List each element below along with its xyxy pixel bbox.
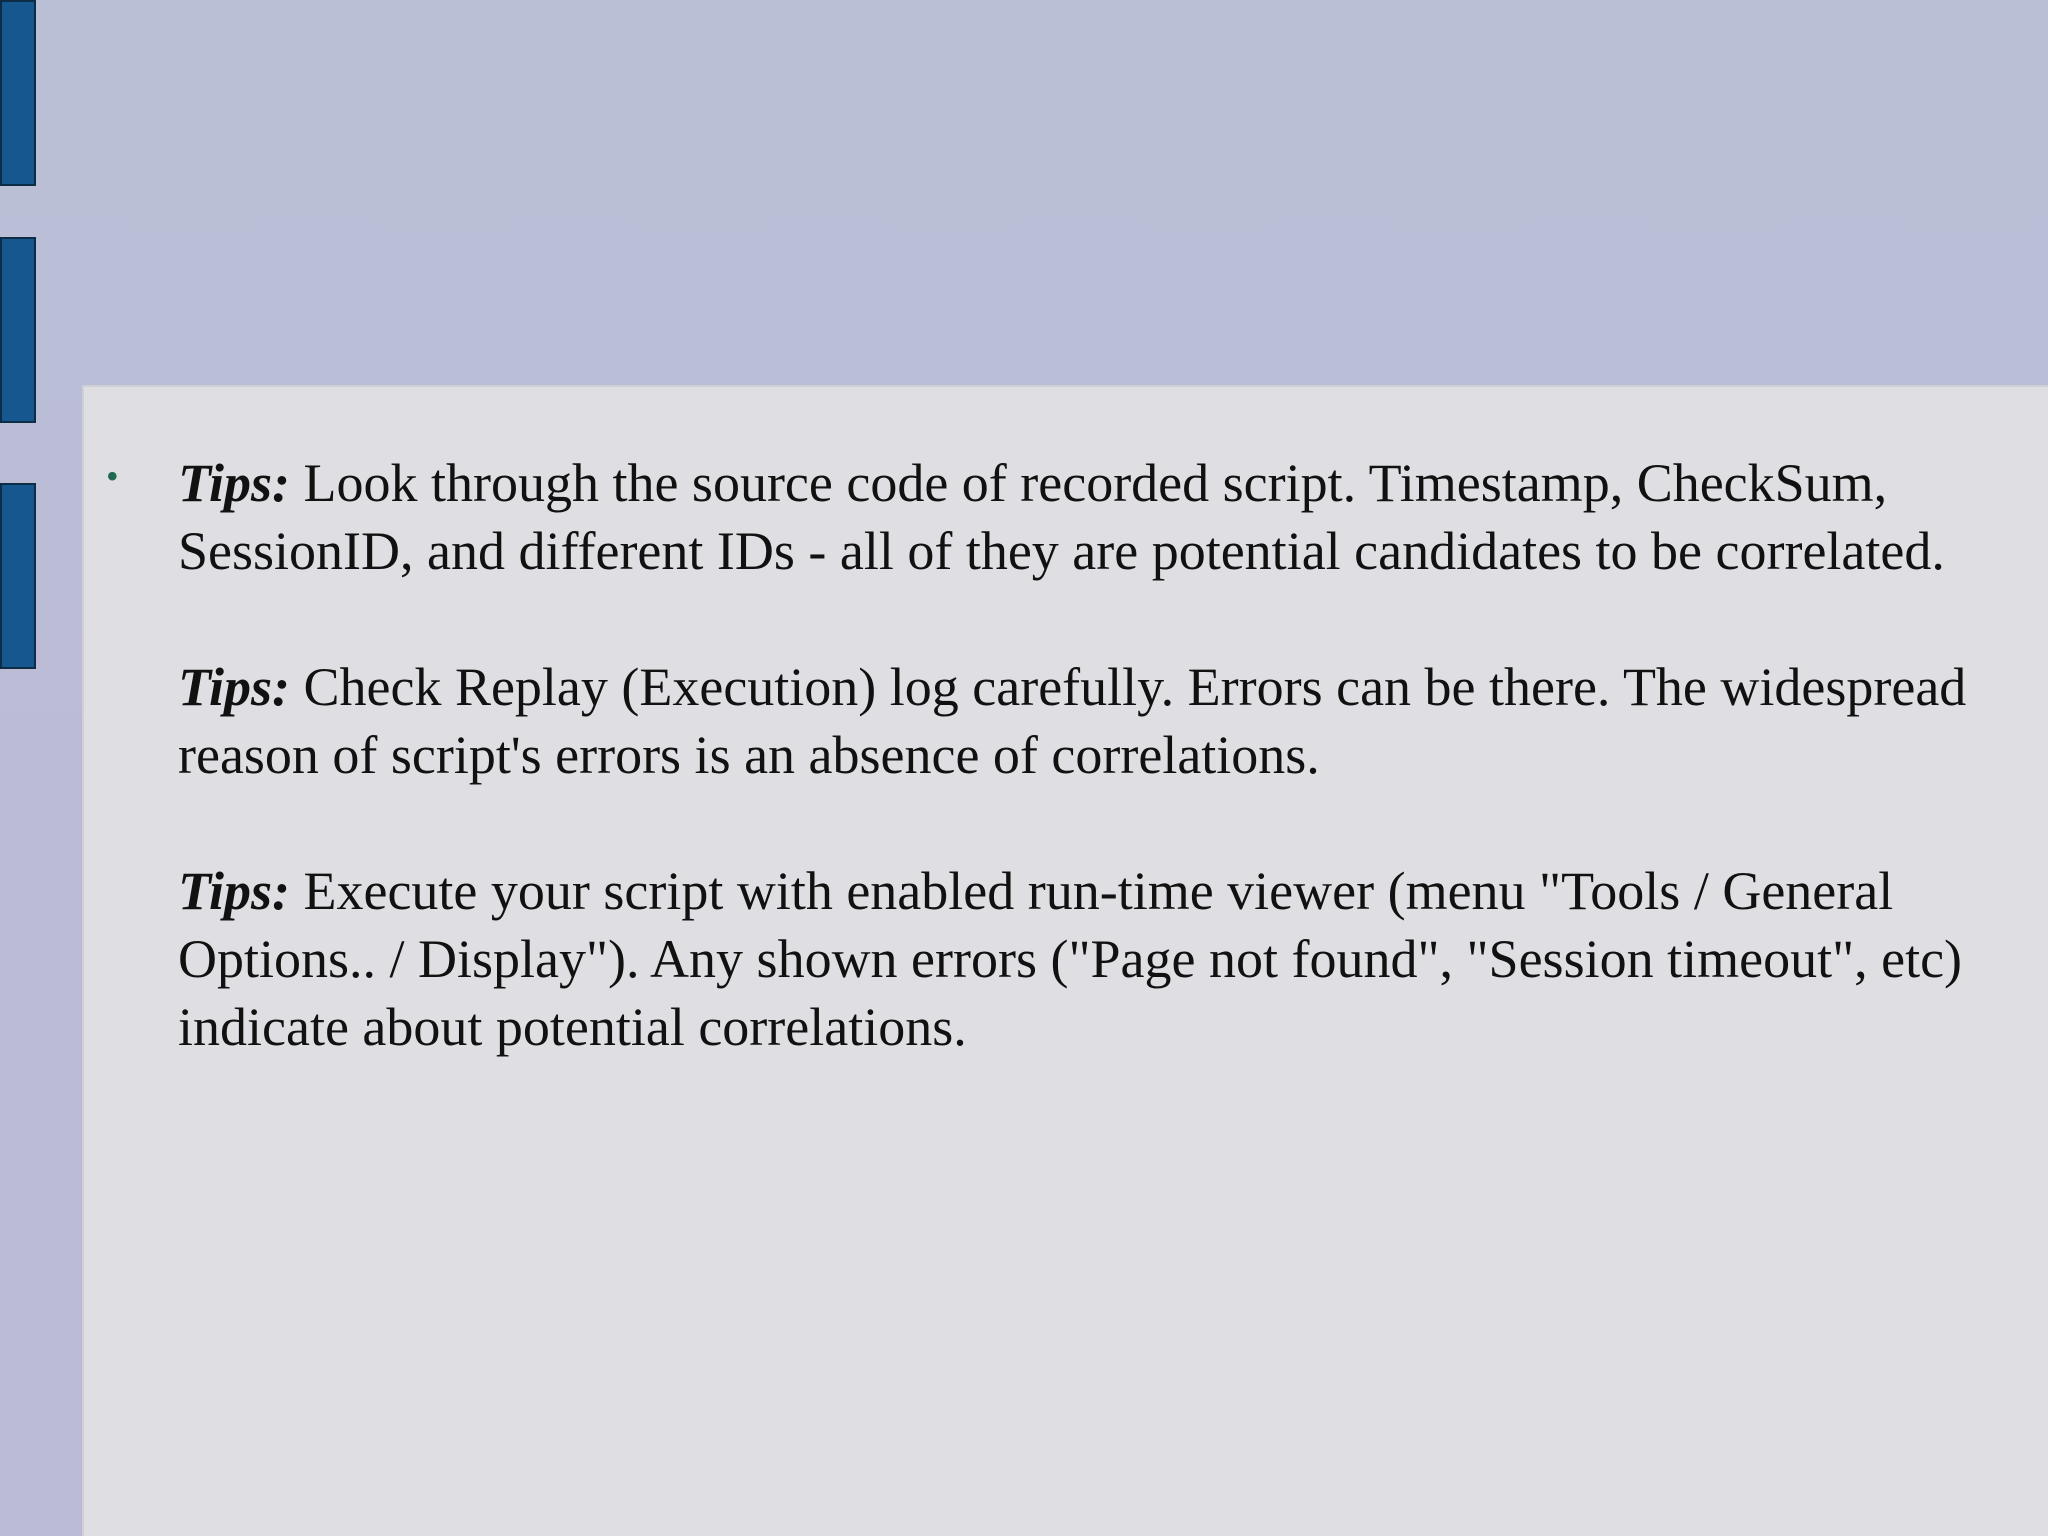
- tip-label: Tips:: [178, 657, 290, 717]
- tip-label: Tips:: [178, 861, 290, 921]
- tips-list: [178, 449, 1998, 1061]
- tip-text: Look through the source code of recorded script. Timestamp, CheckSum, SessionID, and different IDs - all of they are potential candidates to be correlated.: [178, 453, 1945, 581]
- side-tab-decoration: [0, 0, 36, 186]
- tip-paragraph: [178, 653, 1998, 789]
- tip-text: Check Replay (Execution) log carefully. Errors can be there. The widespread reason of script's errors is an absence of correlations.: [178, 657, 1967, 785]
- tip-paragraph: [178, 857, 1998, 1061]
- side-tab-decoration: [0, 237, 36, 423]
- side-tab-decoration: [0, 483, 36, 669]
- tip-label: Tips:: [178, 453, 290, 513]
- bullet-icon: •: [106, 456, 119, 496]
- tip-paragraph: [178, 449, 1998, 585]
- tip-text: Execute your script with enabled run-time viewer (menu "Tools / General Options.. / Display"). Any shown errors ("Page not found", "Session timeout", etc) indicate about potential correlations.: [178, 861, 1963, 1057]
